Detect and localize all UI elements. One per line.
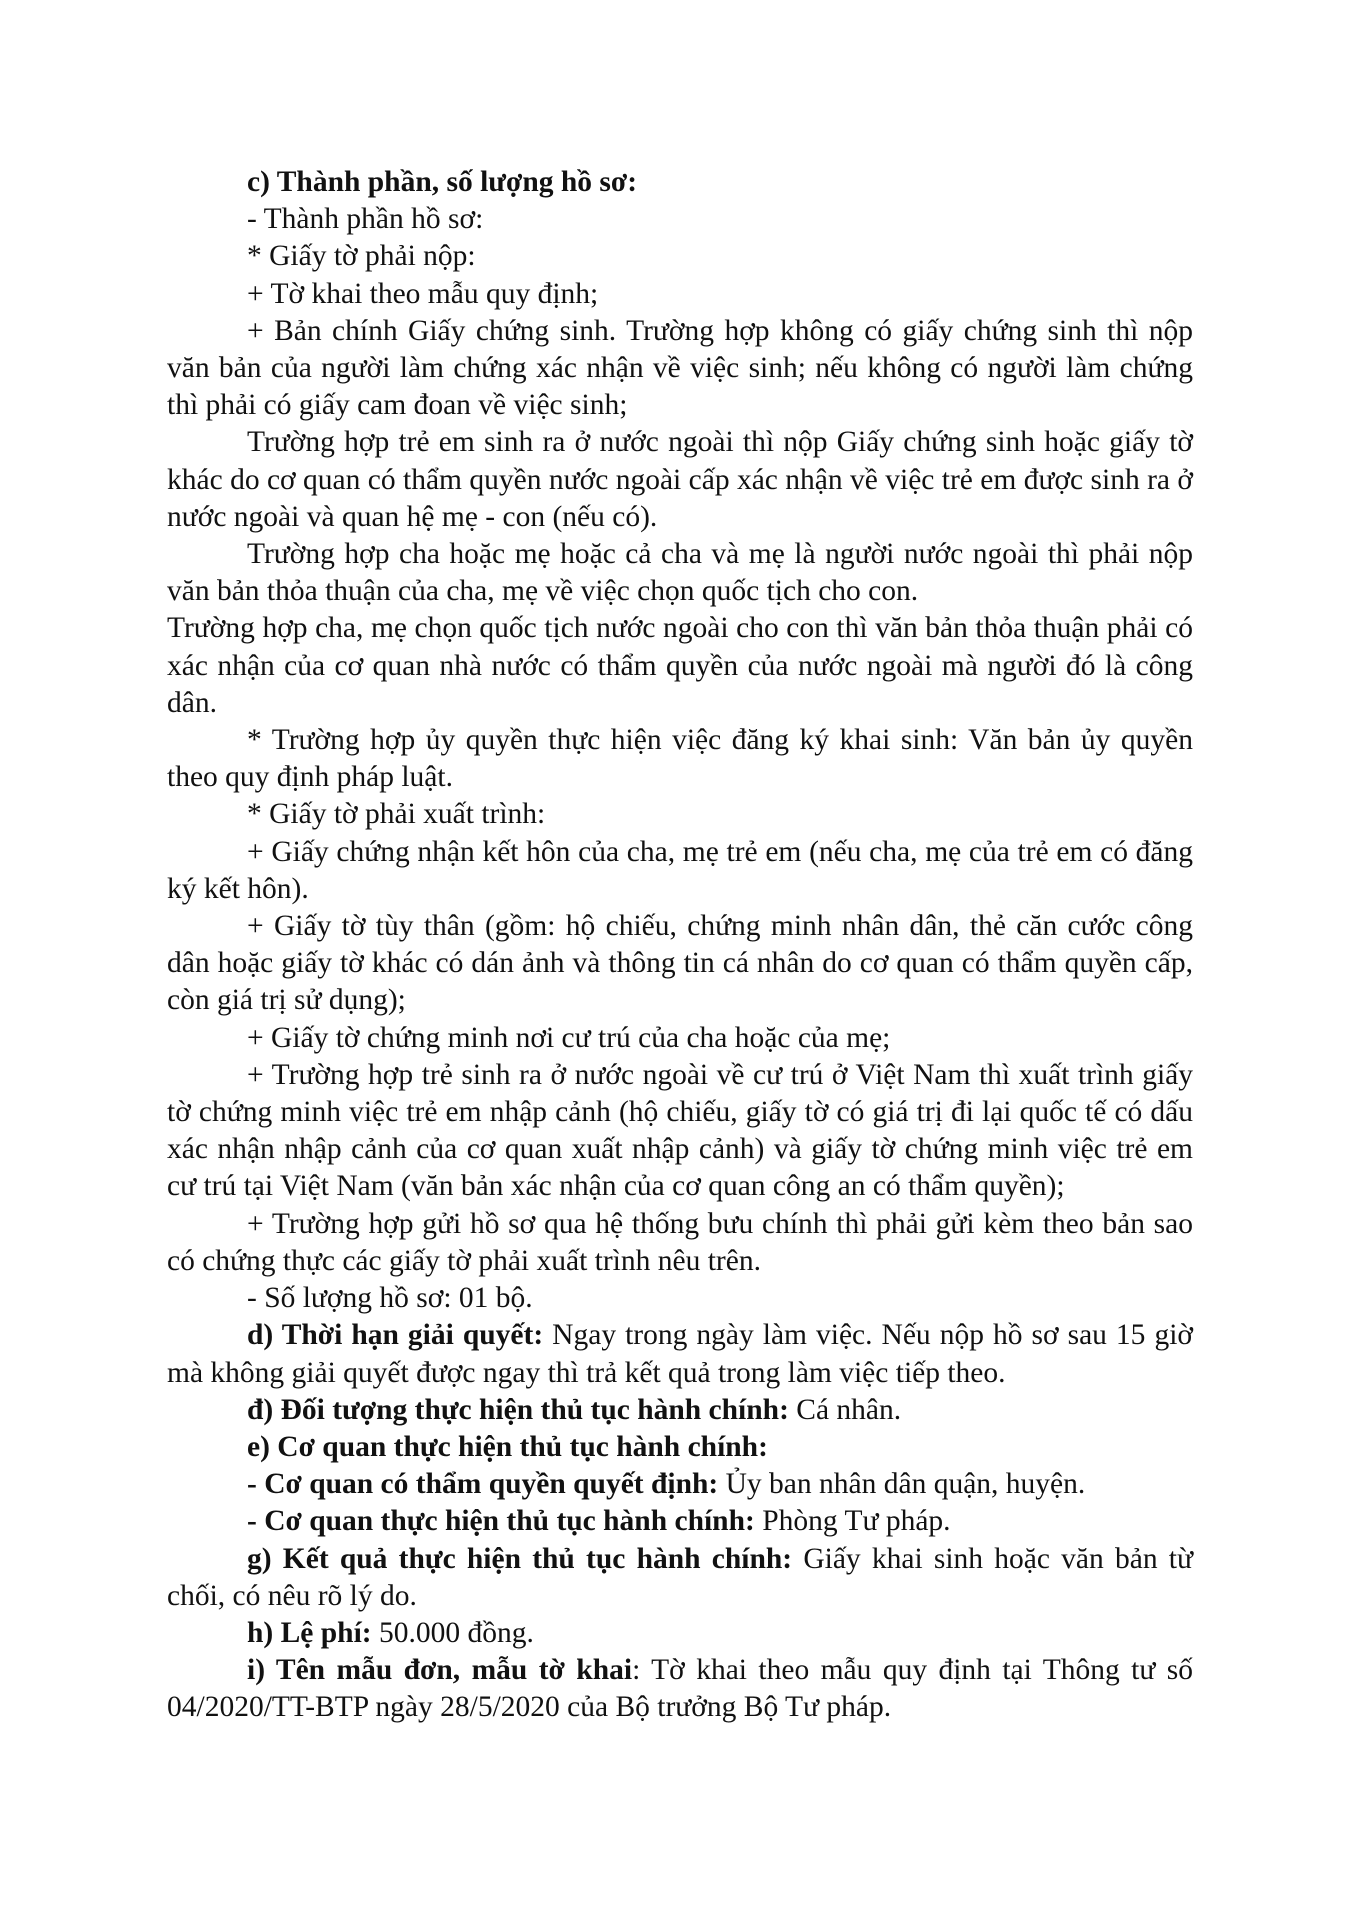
paragraph-nuoc-ngoai: Trường hợp trẻ em sinh ra ở nước ngoài thì nộp Giấy chứng sinh hoặc giấy tờ khác do cơ quan có thẩm quyền nước ngoài cấp xác nhận về việc trẻ em được sinh ra ở nước ngoài và quan hệ mẹ - con (nếu có). [167,426,1193,533]
paragraph-cha-me-nuoc-ngoai: Trường hợp cha hoặc mẹ hoặc cả cha và mẹ là người nước ngoài thì phải nộp văn bản thỏa thuận của cha, mẹ về việc chọn quốc tịch cho con. [167,538,1193,608]
paragraph-uy-quyen: * Trường hợp ủy quyền thực hiện việc đăng ký khai sinh: Văn bản ủy quyền theo quy định pháp luật. [167,724,1193,794]
paragraph-ban-chinh: + Bản chính Giấy chứng sinh. Trường hợp không có giấy chứng sinh thì nộp văn bản của người làm chứng xác nhận về việc sinh; nếu không có người làm chứng thì phải có giấy cam đoan về việc sinh; [167,314,1193,422]
paragraph-chon-quoc-tich: Trường hợp cha, mẹ chọn quốc tịch nước ngoài cho con thì văn bản thỏa thuận phải có xác nhận của cơ quan nhà nước có thẩm quyền của nước ngoài mà người đó là công dân. [167,612,1193,719]
section-d-value: Ngay trong ngày làm việc. Nếu nộp hồ sơ sau 15 giờ mà không giải quyết được ngay thì trả kết quả trong làm việc tiếp theo. [167,1319,1193,1389]
document-body [167,164,1193,1727]
section-h-value: 50.000 đồng. [371,1616,534,1649]
section-g [167,1541,1193,1615]
paragraph-cu-tru: + Giấy tờ chứng minh nơi cư trú của cha hoặc của mẹ; [247,1021,891,1054]
section-c-heading: c) Thành phần, số lượng hồ sơ: [247,166,638,198]
so-luong-label: - Số lượng hồ sơ: [247,1282,452,1315]
paragraph-giay-to-nop: * Giấy tờ phải nộp: [247,240,476,273]
paragraph-xuat-trinh: * Giấy tờ phải xuất trình: [247,798,546,831]
paragraph-tuy-than: + Giấy tờ tùy thân (gồm: hộ chiếu, chứng minh nhân dân, thẻ căn cước công dân hoặc giấy tờ khác có dán ảnh và thông tin cá nhân do cơ quan có thẩm quyền cấp, còn giá trị sử dụng); [167,910,1193,1017]
paragraph-ket-hon: + Giấy chứng nhận kết hôn của cha, mẹ trẻ em (nếu cha, mẹ của trẻ em có đăng ký kết hôn). [167,835,1193,905]
section-i-label: i) Tên mẫu đơn, mẫu tờ khai [247,1654,633,1687]
section-g-label: g) Kết quả thực hiện thủ tục hành chính: [247,1542,793,1575]
section-dd-value: Cá nhân. [788,1393,902,1426]
section-e-heading: e) Cơ quan thực hiện thủ tục hành chính: [247,1430,768,1463]
section-e1 [167,1466,1193,1503]
section-e1-label: - Cơ quan có thẩm quyền quyết định: [247,1468,719,1501]
section-e1-value: Ủy ban nhân dân quận, huyện. [718,1468,1086,1501]
section-e2-value: Phòng Tư pháp. [754,1505,951,1538]
paragraph-to-khai: + Tờ khai theo mẫu quy định; [247,277,599,310]
section-h [167,1615,1193,1652]
section-dd [167,1392,1193,1429]
section-i [167,1652,1193,1726]
paragraph-buu-chinh: + Trường hợp gửi hồ sơ qua hệ thống bưu chính thì phải gửi kèm theo bản sao có chứng thực các giấy tờ phải xuất trình nêu trên. [167,1207,1193,1277]
section-dd-label: đ) Đối tượng thực hiện thủ tục hành chính: [247,1393,789,1426]
so-luong-value: 01 bộ. [451,1282,533,1315]
section-h-label: h) Lệ phí: [247,1616,372,1649]
section-e2 [167,1503,1193,1540]
paragraph-so-luong [167,1280,1193,1317]
section-g-value: Giấy khai sinh hoặc văn bản từ chối, có nêu rõ lý do. [167,1542,1193,1612]
paragraph-thanh-phan: - Thành phần hồ sơ: [247,203,484,236]
paragraph-nhap-canh: + Trường hợp trẻ sinh ra ở nước ngoài về cư trú ở Việt Nam thì xuất trình giấy tờ chứng minh việc trẻ em nhập cảnh (hộ chiếu, giấy tờ có giá trị đi lại quốc tế có dấu xác nhận nhập cảnh của cơ quan xuất nhập cảnh) và giấy tờ chứng minh việc trẻ em cư trú tại Việt Nam (văn bản xác nhận của cơ quan công an có thẩm quyền); [167,1058,1193,1203]
section-d [167,1317,1193,1391]
section-e2-label: - Cơ quan thực hiện thủ tục hành chính: [247,1505,755,1538]
section-d-label: d) Thời hạn giải quyết: [247,1319,544,1352]
section-i-value: : Tờ khai theo mẫu quy định tại Thông tư số 04/2020/TT-BTP ngày 28/5/2020 của Bộ trưởng Bộ Tư pháp. [167,1654,1193,1724]
